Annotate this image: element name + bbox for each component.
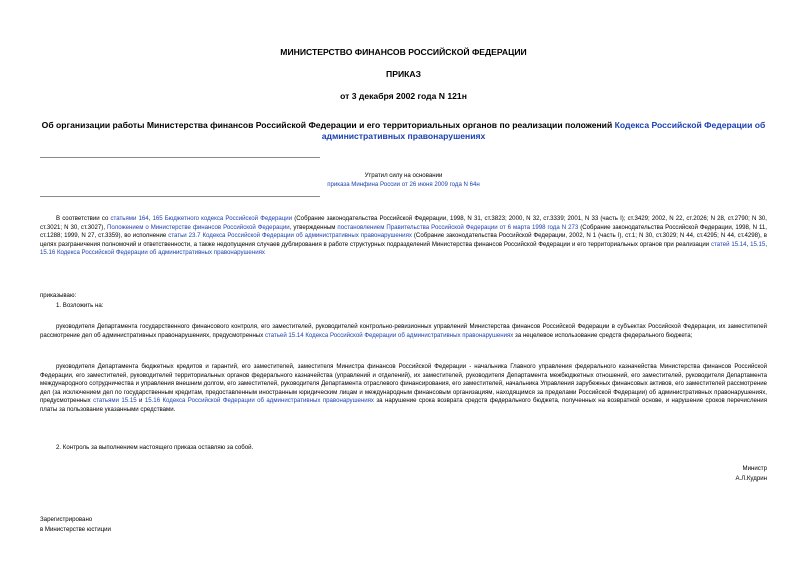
para-a-text-1: руководителя Департамента государственного финансового контроля, его заместителей, руководителей контрольно-ревизионных управлений Министерства финансов Российской Федерации в субъектах Российской Федерации, их заместителей рассмотрение дел об административных правонарушениях, предусмотренных [40, 323, 767, 339]
preamble-text-3: (Собрание законодательства Российской Федерации, 1998, N 31, ст.3823; 2000, N 32, ст.3339; 2001, N 33 (часть I); ст.3429; 2002, N 22, ст.2026; N 28, ст.2790; N 30, ст.3021; N 30, ст.3027), [40, 215, 767, 231]
preamble-text-4: , утвержденным [289, 223, 338, 231]
title-link-koap[interactable]: Кодекса Российской Федерации об административных правонарушениях [321, 120, 766, 141]
registration-line-1: Зарегистрировано [40, 516, 93, 523]
preamble-text-1: В соответствии со [56, 215, 111, 222]
link-article-15-16[interactable]: 15.16 Кодекса Российской Федерации об административных правонарушениях [40, 249, 265, 257]
paragraph-b [40, 363, 767, 415]
title-text: Об организации работы Министерства финансов Российской Федерации и его территориальных органов по реализации положений [41, 120, 615, 130]
document-date-number: от 3 декабря 2002 года N 121н [340, 91, 467, 101]
link-article-15-14-koap[interactable]: статьей 15.14 Кодекса Российской Федерации об административных правонарушениях [264, 331, 514, 339]
link-articles-15-15[interactable]: статьями 15.15 [93, 397, 137, 405]
para-b-text-1: руководителя Департамента бюджетных кредитов и гарантий, его заместителей, заместителя Министра финансов Российской Федерации - начальника Главного управления федерального казначейства Министерства финансов Российской Федерации, его заместителей, руководителей территориальных органов федерального казначейства (управлений и отделений), их заместителей, руководителя Департамента межбюджетных отношений, его заместителей, руководителя Департамента международного сотрудничества и управления внешним долгом, его заместителей, руководителя Департамента отраслевого финансирования, его заместителей, начальника Управления зарубежных финансовых активов, его заместителей рассмотрение дел (за исключением дел по государственным кредитам, предоставленным иностранным юридическим лицам и международным финансовым организациям, находящимся за пределами Российской Федерации) об административных правонарушениях, предусмотренных [40, 363, 767, 405]
preamble-text-6: (Собрание законодательства Российской Федерации, 2002, N 1 (часть I), ст.1; N 30, ст.3029; N 44, ст.4295; N 44, ст.4298), в целях разграничения полномочий и ответственности, а также недопущения случаев дублирования в работе структурных подразделений Министерства финансов Российской Федерации и его территориальных органов при реализации [40, 232, 768, 248]
status-link[interactable]: приказа Минфина России от 26 июня 2009 года N 64н [327, 181, 480, 188]
order-word: приказываю: [40, 292, 77, 299]
para-b-text-3: за нарушение срока возврата средств федерального бюджета, полученных на возвратной основе, и нарушение сроков перечисления платы за пользование указанными средствами. [40, 397, 767, 413]
preamble-paragraph [40, 215, 767, 258]
item-1: 1. Возложить на: [56, 302, 104, 309]
preamble-text-2: , [148, 215, 153, 222]
divider-bottom [40, 196, 320, 197]
para-b-text-2: и [136, 397, 145, 405]
signature-position: Министр [742, 465, 767, 472]
item-2: 2. Контроль за выполнением настоящего приказа оставляю за собой. [56, 444, 254, 451]
document-title [40, 120, 767, 142]
link-article-164[interactable]: статьями 164 [110, 215, 149, 222]
preamble-text-5: (Собрание законодательства Российской Федерации, 1998, N 11, ст.1288; 1999, N 27, ст.3359), во исполнение [40, 223, 767, 240]
preamble-text-7: , [746, 240, 751, 248]
link-government-decree[interactable]: постановлением Правительства Российской Федерации от 6 марта 1998 года N 273 [337, 223, 579, 231]
status-note: Утратил силу на основании [364, 172, 443, 179]
registration-line-2: в Министерстве юстиции [40, 526, 111, 533]
preamble-text-8: , [765, 240, 768, 248]
signature-name: А.Л.Кудрин [735, 475, 767, 482]
divider-top [40, 157, 320, 158]
link-article-23-7[interactable]: статьи 23.7 Кодекса Российской Федерации об административных правонарушениях [168, 232, 412, 240]
link-article-15-14[interactable]: статей 15.14 [711, 240, 747, 248]
link-ministry-regulation[interactable]: Положением о Министерстве финансов Российской Федерации [106, 223, 290, 231]
para-a-text-2: за нецелевое использование средств федерального бюджета; [513, 331, 693, 339]
link-article-15-15[interactable]: 15.15 [750, 240, 766, 248]
document-type: ПРИКАЗ [386, 69, 421, 79]
link-article-15-16-koap[interactable]: 15.16 Кодекса Российской Федерации об административных правонарушениях [144, 397, 374, 405]
link-budget-code[interactable]: 165 Бюджетного кодекса Российской Федерации [152, 215, 293, 222]
paragraph-a [40, 323, 767, 340]
ministry-name: МИНИСТЕРСТВО ФИНАНСОВ РОССИЙСКОЙ ФЕДЕРАЦИИ [280, 47, 527, 57]
